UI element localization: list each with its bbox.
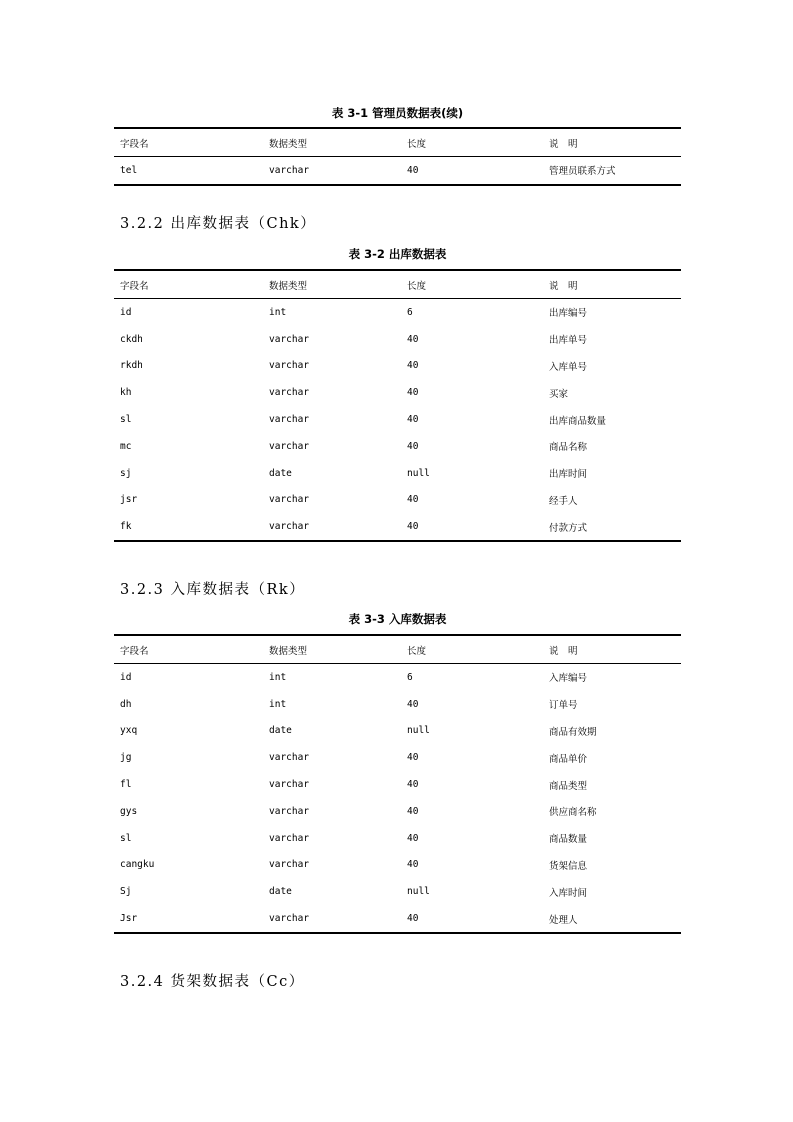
table-row	[114, 771, 681, 798]
data-type-cell: varchar	[269, 387, 310, 399]
field-name-cell: ckdh	[120, 333, 143, 345]
field-name-cell: mc	[120, 440, 132, 452]
table-row	[114, 433, 681, 460]
field-name-cell: fl	[120, 779, 132, 791]
table-row	[114, 852, 681, 879]
description-cell: 商品名称	[549, 442, 588, 454]
column-header-field: 字段名	[114, 635, 263, 664]
data-type-cell: varchar	[269, 779, 310, 791]
data-type-cell: date	[269, 725, 292, 737]
data-type-cell: varchar	[269, 521, 310, 533]
field-name-cell: cangku	[120, 859, 155, 871]
field-name-cell: id	[120, 671, 132, 683]
column-header-description: 说 明	[543, 128, 681, 157]
table-row	[114, 157, 681, 185]
table-row	[114, 460, 681, 487]
field-name-cell: gys	[120, 805, 138, 817]
table-header-row	[114, 635, 681, 664]
description-cell: 入库编号	[549, 673, 588, 685]
table-header-row	[114, 128, 681, 157]
field-name-cell: yxq	[120, 725, 138, 737]
table-row	[114, 406, 681, 433]
field-name-cell: id	[120, 306, 132, 318]
description-cell: 货架信息	[549, 860, 588, 872]
length-cell: null	[407, 886, 430, 898]
data-type-cell: varchar	[269, 752, 310, 764]
description-cell: 出库时间	[549, 469, 588, 481]
length-cell: 40	[407, 859, 419, 871]
length-cell: null	[407, 725, 430, 737]
field-name-cell: tel	[120, 164, 138, 176]
table-row	[114, 487, 681, 514]
data-type-cell: varchar	[269, 913, 310, 925]
field-name-cell: fk	[120, 521, 132, 533]
length-cell: 40	[407, 698, 419, 710]
table-header-row	[114, 270, 681, 299]
description-cell: 出库商品数量	[549, 415, 607, 427]
data-type-cell: varchar	[269, 360, 310, 372]
field-name-cell: sl	[120, 414, 132, 426]
length-cell: 40	[407, 414, 419, 426]
column-header-description: 说 明	[543, 270, 681, 299]
data-type-cell: int	[269, 671, 287, 683]
length-cell: 40	[407, 387, 419, 399]
description-cell: 管理员联系方式	[549, 166, 616, 178]
data-type-cell: int	[269, 306, 287, 318]
description-cell: 商品数量	[549, 834, 588, 846]
description-cell: 处理人	[549, 914, 578, 926]
description-cell: 出库单号	[549, 335, 588, 347]
table-row	[114, 798, 681, 825]
field-name-cell: sj	[120, 467, 132, 479]
length-cell: 40	[407, 779, 419, 791]
data-type-cell: int	[269, 698, 287, 710]
data-type-cell: varchar	[269, 164, 310, 176]
data-type-cell: date	[269, 886, 292, 898]
description-cell: 经手人	[549, 495, 578, 507]
column-header-field: 字段名	[114, 128, 263, 157]
field-name-cell: Sj	[120, 886, 132, 898]
table-row	[114, 878, 681, 905]
field-name-cell: Jsr	[120, 913, 138, 925]
table-row	[114, 664, 681, 691]
table-3-2	[114, 269, 681, 542]
description-cell: 供应商名称	[549, 807, 597, 819]
description-cell: 商品单价	[549, 753, 588, 765]
column-header-type: 数据类型	[263, 128, 401, 157]
table-row	[114, 691, 681, 718]
data-type-cell: varchar	[269, 805, 310, 817]
table-row	[114, 744, 681, 771]
data-type-cell: varchar	[269, 832, 310, 844]
table-row	[114, 513, 681, 541]
field-name-cell: rkdh	[120, 360, 143, 372]
column-header-length: 长度	[401, 128, 543, 157]
data-type-cell: varchar	[269, 494, 310, 506]
data-type-cell: varchar	[269, 440, 310, 452]
description-cell: 入库单号	[549, 361, 588, 373]
description-cell: 商品类型	[549, 780, 588, 792]
data-type-cell: date	[269, 467, 292, 479]
length-cell: null	[407, 467, 430, 479]
table-row	[114, 353, 681, 380]
length-cell: 40	[407, 521, 419, 533]
section-heading-rk: 3.2.3 入库数据表（Rk）	[120, 582, 306, 598]
section-heading-chk: 3.2.2 出库数据表（Chk）	[120, 216, 317, 232]
description-cell: 商品有效期	[549, 726, 597, 738]
length-cell: 40	[407, 360, 419, 372]
data-type-cell: varchar	[269, 333, 310, 345]
field-name-cell: sl	[120, 832, 132, 844]
length-cell: 40	[407, 832, 419, 844]
description-cell: 订单号	[549, 700, 578, 712]
table-3-1	[114, 127, 681, 186]
table-row	[114, 718, 681, 745]
length-cell: 6	[407, 306, 413, 318]
length-cell: 40	[407, 333, 419, 345]
length-cell: 40	[407, 805, 419, 817]
length-cell: 6	[407, 671, 413, 683]
data-type-cell: varchar	[269, 859, 310, 871]
description-cell: 买家	[549, 388, 569, 400]
table-row	[114, 299, 681, 326]
length-cell: 40	[407, 913, 419, 925]
column-header-type: 数据类型	[263, 270, 401, 299]
table-3-1-caption: 表 3-1 管理员数据表(续)	[331, 106, 464, 120]
column-header-field: 字段名	[114, 270, 263, 299]
length-cell: 40	[407, 752, 419, 764]
length-cell: 40	[407, 494, 419, 506]
field-name-cell: jsr	[120, 494, 138, 506]
table-row	[114, 825, 681, 852]
table-3-3-caption: 表 3-3 入库数据表	[348, 612, 447, 626]
table-row	[114, 905, 681, 933]
field-name-cell: jg	[120, 752, 132, 764]
table-3-2-caption: 表 3-2 出库数据表	[348, 247, 447, 261]
section-heading-cc: 3.2.4 货架数据表（Cc）	[120, 974, 305, 990]
description-cell: 入库时间	[549, 887, 588, 899]
table-3-3	[114, 634, 681, 934]
table-row	[114, 379, 681, 406]
length-cell: 40	[407, 164, 419, 176]
field-name-cell: kh	[120, 387, 132, 399]
description-cell: 出库编号	[549, 308, 588, 320]
data-type-cell: varchar	[269, 414, 310, 426]
table-row	[114, 326, 681, 353]
description-cell: 付款方式	[549, 522, 588, 534]
column-header-length: 长度	[401, 635, 543, 664]
column-header-description: 说 明	[543, 635, 681, 664]
field-name-cell: dh	[120, 698, 132, 710]
column-header-type: 数据类型	[263, 635, 401, 664]
length-cell: 40	[407, 440, 419, 452]
column-header-length: 长度	[401, 270, 543, 299]
